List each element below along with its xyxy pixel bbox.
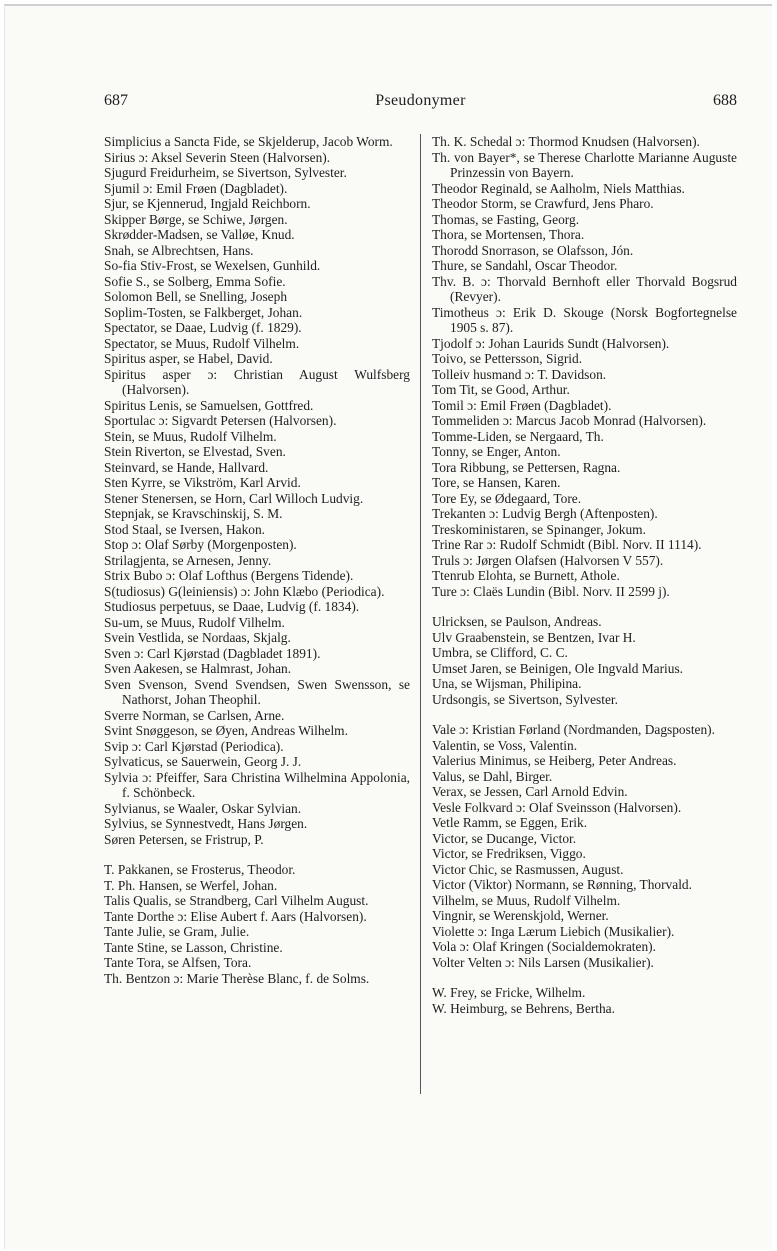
- right-column: [432, 134, 737, 1016]
- pseudonym-entry: Sjur, se Kjennerud, Ingjald Reichborn.: [104, 196, 311, 211]
- pseudonym-entry: Simplicius a Sancta Fide, se Skjelderup, Jacob Worm.: [104, 134, 393, 149]
- pseudonym-entry: T. Pakkanen, se Frosterus, Theodor.: [104, 862, 296, 877]
- pseudonym-entry: W. Heimburg, se Behrens, Bertha.: [432, 1000, 615, 1016]
- pseudonym-entry: Steinvard, se Hande, Hallvard.: [104, 459, 269, 475]
- pseudonym-entry: Valerius Minimus, se Heiberg, Peter Andreas.: [432, 753, 677, 768]
- left-column: [104, 134, 410, 986]
- pseudonym-entry: Sven Aakesen, se Halmrast, Johan.: [104, 661, 292, 676]
- pseudonym-entry: Solomon Bell, se Snelling, Joseph: [104, 289, 288, 304]
- pseudonym-entry: Vola ɔ: Olaf Kringen (Socialdemokraten).: [432, 939, 656, 954]
- pseudonym-entry: Soplim-Tosten, se Falkberget, Johan.: [104, 304, 303, 320]
- pseudonym-entry: Stepnjak, se Kravschinskij, S. M.: [104, 506, 283, 521]
- pseudonym-entry: Tom Tit, se Good, Arthur.: [432, 382, 570, 397]
- pseudonym-entry: Trine Rar ɔ: Rudolf Schmidt (Bibl. Norv. II 1114).: [432, 537, 702, 552]
- pseudonym-entry: Toivo, se Pettersson, Sigrid.: [432, 351, 583, 366]
- pseudonym-entry: Tore Ey, se Ødegaard, Tore.: [432, 490, 582, 506]
- pseudonym-entry: Studiosus perpetuus, se Daae, Ludvig (f. 1834).: [104, 599, 360, 614]
- pseudonym-entry: Umbra, se Clifford, C. C.: [432, 645, 568, 660]
- pseudonym-entry: Sten Kyrre, se Vikström, Karl Arvid.: [104, 475, 301, 490]
- pseudonym-entry: Vale ɔ: Kristian Førland (Nordmanden, Dagsposten).: [432, 722, 715, 737]
- pseudonym-entry: Timotheus ɔ: Erik D. Skouge (Norsk Bogfortegnelse 1905 s. 87).: [432, 304, 737, 335]
- pseudonym-entry: Tora Ribbung, se Pettersen, Ragna.: [432, 459, 621, 475]
- pseudonym-entry: Sverre Norman, se Carlsen, Arne.: [104, 707, 285, 723]
- pseudonym-entry: Victor, se Ducange, Victor.: [432, 830, 577, 846]
- pseudonym-entry: Vilhelm, se Muus, Rudolf Vilhelm.: [432, 892, 621, 908]
- pseudonym-entry: Tomme-Liden, se Nergaard, Th.: [432, 428, 604, 444]
- pseudonym-entry: Urdsongis, se Sivertson, Sylvester.: [432, 691, 618, 707]
- pseudonym-entry: Verax, se Jessen, Carl Arnold Edvin.: [432, 784, 628, 799]
- pseudonym-entry: Skrødder-Madsen, se Valløe, Knud.: [104, 227, 295, 242]
- pseudonym-entry: Sylvaticus, se Sauerwein, Georg J. J.: [104, 754, 302, 769]
- pseudonym-entry: Theodor Reginald, se Aalholm, Niels Matthias.: [432, 180, 685, 196]
- pseudonym-entry: Tante Dorthe ɔ: Elise Aubert f. Aars (Halvorsen).: [104, 908, 367, 924]
- pseudonym-entry: Tolleiv husmand ɔ: T. Davidson.: [432, 366, 607, 382]
- pseudonym-entry: Ttenrub Elohta, se Burnett, Athole.: [432, 568, 620, 583]
- pseudonym-entry: Sven ɔ: Carl Kjørstad (Dagbladet 1891).: [104, 645, 321, 661]
- pseudonym-entry: Sylvianus, se Waaler, Oskar Sylvian.: [104, 800, 302, 816]
- section-gap: [432, 970, 737, 985]
- pseudonym-entry: Ture ɔ: Claës Lundin (Bibl. Norv. II 2599 j).: [432, 583, 670, 599]
- pseudonym-entry: Thv. B. ɔ: Thorvald Bernhoft eller Thorvald Bogsrud (Revyer).: [432, 273, 737, 304]
- pseudonym-entry: Sirius ɔ: Aksel Severin Steen (Halvorsen).: [104, 149, 331, 165]
- pseudonym-entry: Snah, se Albrechtsen, Hans.: [104, 242, 254, 258]
- pseudonym-entry: Treskoministaren, se Spinanger, Jokum.: [432, 521, 646, 537]
- pseudonym-entry: Vingnir, se Werenskjold, Werner.: [432, 908, 609, 923]
- pseudonym-entry: Sjugurd Freidurheim, se Sivertson, Sylvester.: [104, 165, 347, 180]
- pseudonym-entry: Spectator, se Muus, Rudolf Vilhelm.: [104, 335, 300, 351]
- pseudonym-entry: Truls ɔ: Jørgen Olafsen (Halvorsen V 557).: [432, 552, 664, 568]
- section-gap: [432, 707, 737, 722]
- pseudonym-entry: Spiritus Lenis, se Samuelsen, Gottfred.: [104, 397, 314, 413]
- pseudonym-entry: Spiritus asper, se Habel, David.: [104, 351, 273, 366]
- pseudonym-entry: Trekanten ɔ: Ludvig Bergh (Aftenposten).: [432, 506, 658, 521]
- pseudonym-entry: Violette ɔ: Inga Lærum Liebich (Musikalier).: [432, 923, 675, 939]
- pseudonym-entry: Th. von Bayer*, se Therese Charlotte Marianne Auguste Prinzessin von Bayern.: [432, 149, 737, 180]
- page-header: [104, 92, 737, 116]
- section-gap: [104, 847, 410, 862]
- column-divider: [420, 134, 421, 1094]
- pseudonym-entry: Umset Jaren, se Beinigen, Ole Ingvald Marius.: [432, 660, 684, 676]
- pseudonym-entry: Tante Tora, se Alfsen, Tora.: [104, 955, 252, 970]
- pseudonym-entry: Stein, se Muus, Rudolf Vilhelm.: [104, 428, 277, 444]
- pseudonym-entry: Tomil ɔ: Emil Frøen (Dagbladet).: [432, 397, 612, 413]
- pseudonym-entry: Svint Snøggeson, se Øyen, Andreas Wilhelm.: [104, 723, 348, 738]
- page-number-left: 687: [104, 92, 128, 109]
- pseudonym-entry: Volter Velten ɔ: Nils Larsen (Musikalier).: [432, 954, 654, 970]
- pseudonym-entry: Tonny, se Enger, Anton.: [432, 444, 561, 459]
- pseudonym-entry: Valentin, se Voss, Valentin.: [432, 737, 578, 753]
- pseudonym-entry: So-fia Stiv-Frost, se Wexelsen, Gunhild.: [104, 258, 321, 273]
- pseudonym-entry: Spiritus asper ɔ: Christian August Wulfsberg (Halvorsen).: [104, 366, 410, 397]
- pseudonym-entry: Sportulac ɔ: Sigvardt Petersen (Halvorsen).: [104, 413, 337, 428]
- pseudonym-entry: Stop ɔ: Olaf Sørby (Morgenposten).: [104, 537, 297, 552]
- pseudonym-entry: Sylvius, se Synnestvedt, Hans Jørgen.: [104, 816, 308, 831]
- pseudonym-entry: Ulv Graabenstein, se Bentzen, Ivar H.: [432, 629, 636, 645]
- pseudonym-entry: Sofie S., se Solberg, Emma Sofie.: [104, 273, 286, 289]
- pseudonym-entry: Søren Petersen, se Fristrup, P.: [104, 831, 264, 847]
- pseudonym-entry: Ulricksen, se Paulson, Andreas.: [432, 614, 602, 629]
- pseudonym-entry: Valus, se Dahl, Birger.: [432, 768, 553, 784]
- pseudonym-entry: Svip ɔ: Carl Kjørstad (Periodica).: [104, 738, 284, 754]
- pseudonym-entry: Th. K. Schedal ɔ: Thormod Knudsen (Halvorsen).: [432, 134, 700, 149]
- pseudonym-entry: Svein Vestlida, se Nordaas, Skjalg.: [104, 630, 291, 645]
- pseudonym-entry: Stod Staal, se Iversen, Hakon.: [104, 521, 266, 537]
- pseudonym-entry: S(tudiosus) G(leiniensis) ɔ: John Klæbo (Periodica).: [104, 583, 385, 599]
- pseudonym-entry: Tommeliden ɔ: Marcus Jacob Monrad (Halvorsen).: [432, 413, 707, 428]
- pseudonym-entry: Thorodd Snorrason, se Olafsson, Jón.: [432, 242, 634, 258]
- pseudonym-entry: Victor (Viktor) Normann, se Rønning, Thorvald.: [432, 877, 692, 892]
- pseudonym-entry: Stein Riverton, se Elvestad, Sven.: [104, 444, 286, 459]
- pseudonym-entry: W. Frey, se Fricke, Wilhelm.: [432, 985, 586, 1000]
- pseudonym-entry: Strilagjenta, se Arnesen, Jenny.: [104, 552, 272, 568]
- pseudonym-entry: Thora, se Mortensen, Thora.: [432, 227, 585, 242]
- pseudonym-entry: Victor, se Fredriksen, Viggo.: [432, 846, 586, 861]
- pseudonym-entry: Victor Chic, se Rasmussen, August.: [432, 861, 624, 877]
- pseudonym-entry: Spectator, se Daae, Ludvig (f. 1829).: [104, 320, 302, 335]
- section-gap: [432, 599, 737, 614]
- pseudonym-entry: Tjodolf ɔ: Johan Laurids Sundt (Halvorsen).: [432, 335, 670, 351]
- running-title: Pseudonymer: [375, 92, 466, 109]
- pseudonym-entry: Una, se Wijsman, Philipina.: [432, 676, 582, 691]
- pseudonym-entry: Tante Julie, se Gram, Julie.: [104, 924, 250, 939]
- pseudonym-entry: Vetle Ramm, se Eggen, Erik.: [432, 815, 588, 830]
- pseudonym-entry: Sven Svenson, Svend Svendsen, Swen Swensson, se Nathorst, Johan Theophil.: [104, 676, 410, 707]
- pseudonym-entry: Theodor Storm, se Crawfurd, Jens Pharo.: [432, 196, 654, 211]
- pseudonym-entry: Sylvia ɔ: Pfeiffer, Sara Christina Wilhelmina Appolonia, f. Schönbeck.: [104, 769, 410, 800]
- pseudonym-entry: T. Ph. Hansen, se Werfel, Johan.: [104, 877, 278, 893]
- pseudonym-entry: Sjumil ɔ: Emil Frøen (Dagbladet).: [104, 180, 288, 196]
- pseudonym-entry: Vesle Folkvard ɔ: Olaf Sveinsson (Halvorsen).: [432, 799, 682, 815]
- pseudonym-entry: Talis Qualis, se Strandberg, Carl Vilhelm August.: [104, 893, 369, 908]
- pseudonym-entry: Thomas, se Fasting, Georg.: [432, 211, 580, 227]
- pseudonym-entry: Tore, se Hansen, Karen.: [432, 475, 561, 490]
- page-number-right: 688: [713, 92, 737, 109]
- book-page: [4, 4, 772, 1249]
- pseudonym-entry: Tante Stine, se Lasson, Christine.: [104, 939, 283, 955]
- pseudonym-entry: Su-um, se Muus, Rudolf Vilhelm.: [104, 614, 285, 630]
- pseudonym-entry: Skipper Børge, se Schiwe, Jørgen.: [104, 211, 288, 227]
- pseudonym-entry: Stener Stenersen, se Horn, Carl Willoch Ludvig.: [104, 490, 364, 506]
- pseudonym-entry: Thure, se Sandahl, Oscar Theodor.: [432, 258, 618, 273]
- pseudonym-entry: Th. Bentzon ɔ: Marie Therèse Blanc, f. de Solms.: [104, 970, 370, 986]
- pseudonym-entry: Strix Bubo ɔ: Olaf Lofthus (Bergens Tidende).: [104, 568, 354, 583]
